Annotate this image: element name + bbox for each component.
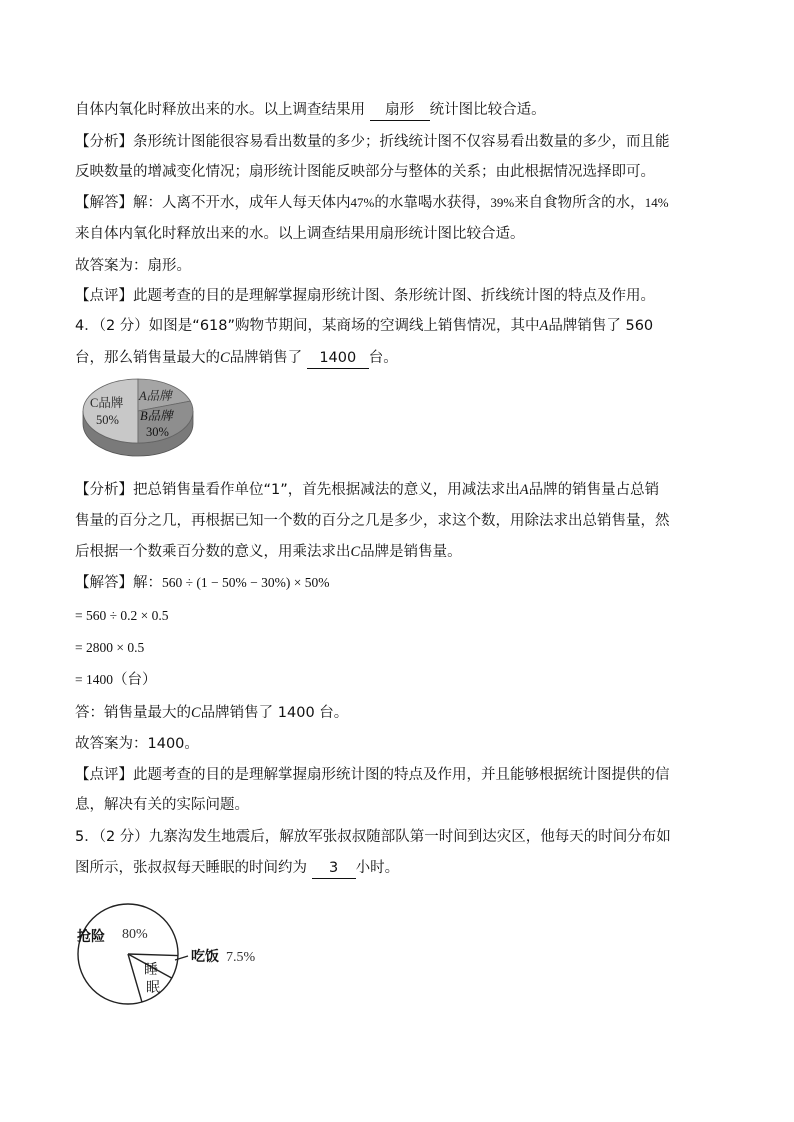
answer-blank: 1400 bbox=[307, 348, 369, 369]
equation-step: = 1400（台） bbox=[75, 672, 157, 688]
pie-chart-svg bbox=[74, 900, 270, 1008]
comment-line: 【点评】此题考查的目的是理解掌握扇形统计图、条形统计图、折线统计图的特点及作用。 bbox=[75, 288, 655, 304]
comment-line: 【点评】此题考查的目的是理解掌握扇形统计图的特点及作用，并且能够根据统计图提供的信 bbox=[75, 767, 670, 783]
label-rescue: 抢险 bbox=[77, 930, 105, 945]
analysis-line: 售量的百分之几，再根据已知一个数的百分之几是多少，求这个数，用除法求出总销售量，然 bbox=[75, 513, 670, 529]
analysis-line: 【分析】把总销售量看作单位“1”，首先根据减法的意义，用减法求出A品牌的销售量占总销 bbox=[75, 482, 660, 498]
label-c-name: C品牌 bbox=[90, 396, 124, 410]
solution-line: 来自体内氧化时释放出来的水。以上调查结果用扇形统计图比较合适。 bbox=[75, 226, 525, 242]
answer-line: 答：销售量最大的C品牌销售了 1400 台。 bbox=[75, 705, 349, 721]
equation-step: = 560 ÷ 0.2 × 0.5 bbox=[75, 608, 169, 623]
question-4-line: 4．（2 分）如图是“618”购物节期间，某商场的空调线上销售情况，其中A品牌销售了 560 bbox=[75, 318, 654, 334]
pie-chart-svg bbox=[80, 376, 196, 460]
eat-pointer bbox=[175, 956, 188, 960]
equation-step: = 2800 × 0.5 bbox=[75, 640, 145, 655]
label-a-name: A品牌 bbox=[139, 389, 172, 403]
answer-blank: 扇形 bbox=[370, 100, 430, 121]
label-c-pct: 50% bbox=[96, 413, 119, 427]
answer-line: 故答案为：扇形。 bbox=[75, 258, 191, 274]
text-line: 自体内氧化时释放出来的水。以上调查结果用 扇形 统计图比较合适。 bbox=[75, 100, 546, 121]
answer-blank: 3 bbox=[312, 858, 356, 879]
comment-line: 息，解决有关的实际问题。 bbox=[75, 797, 249, 813]
answer-line: 故答案为：1400。 bbox=[75, 736, 199, 752]
label-b-pct: 30% bbox=[146, 425, 169, 439]
solution-line: 【解答】解：560 ÷ (1 − 50% − 30%) × 50% bbox=[75, 575, 330, 591]
pie-divider-1 bbox=[128, 954, 178, 956]
label-sleep-1: 睡 bbox=[144, 963, 158, 978]
label-eat-pct: 7.5% bbox=[226, 950, 256, 965]
question-4-line: 台，那么销售量最大的C品牌销售了 1400 台。 bbox=[75, 348, 398, 369]
label-eat: 吃饭 bbox=[191, 950, 219, 965]
analysis-line: 后根据一个数乘百分数的意义，用乘法求出C品牌是销售量。 bbox=[75, 544, 462, 560]
brand-sales-pie-chart bbox=[80, 376, 196, 460]
analysis-line: 【分析】条形统计图能很容易看出数量的多少；折线统计图不仅容易看出数量的多少，而且能 bbox=[75, 134, 670, 150]
label-sleep-2: 眠 bbox=[146, 981, 160, 996]
label-b-name: B品牌 bbox=[140, 409, 173, 423]
question-5-line: 5．（2 分）九寨沟发生地震后，解放军张叔叔随部队第一时间到达灾区，他每天的时间分布如 bbox=[75, 829, 671, 845]
analysis-line: 反映数量的增减变化情况；扇形统计图能反映部分与整体的关系；由此根据情况选择即可。 bbox=[75, 164, 655, 180]
time-distribution-pie-chart bbox=[74, 900, 270, 1008]
solution-line: 【解答】解：人离不开水，成年人每天体内47%的水靠喝水获得，39%来自食物所含的水，14% bbox=[75, 195, 669, 211]
label-rescue-pct: 80% bbox=[122, 927, 148, 942]
question-5-line: 图所示，张叔叔每天睡眠的时间约为 3 小时。 bbox=[75, 858, 399, 879]
